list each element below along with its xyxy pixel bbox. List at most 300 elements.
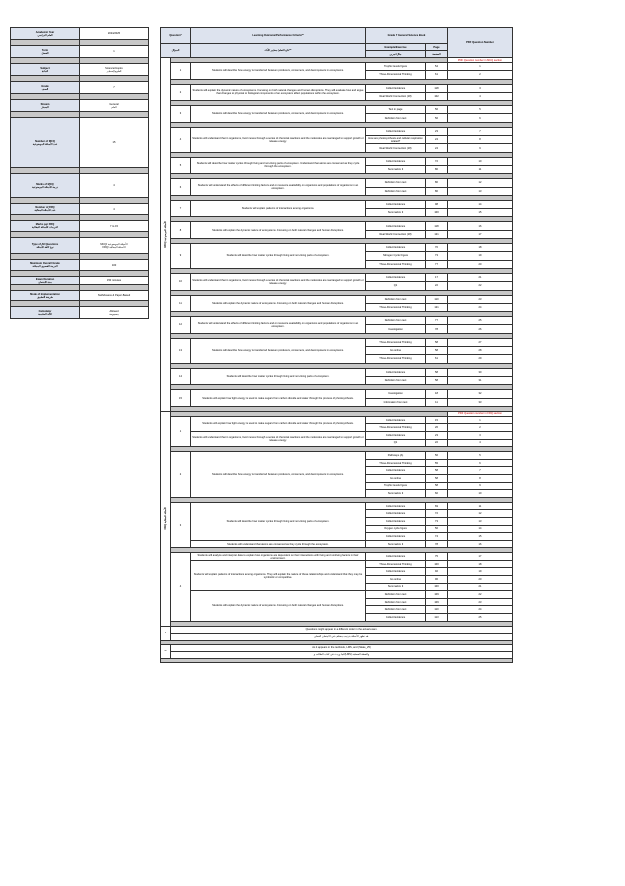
- pdf-question-number: 6: [448, 459, 513, 467]
- info-row: [11, 221, 149, 232]
- pdf-question-number: 24: [448, 303, 513, 311]
- example-exercise: Trophic levels figure: [366, 63, 426, 71]
- info-value: 4: [80, 174, 149, 198]
- example-exercise: Go online: [366, 474, 426, 482]
- pdf-question-number: 3: [448, 431, 513, 439]
- pdf-question-number: 14: [448, 200, 513, 208]
- info-label: Marks per FRQ الدرجات للأسئلة المقالية: [11, 221, 80, 232]
- outcome-header: Learning Outcome/Performance Criteria**: [191, 28, 366, 44]
- pdf-question-number: 13: [448, 517, 513, 525]
- learning-outcome: Students will understand that atoms are conserved as they cycle through the ecosystem.: [191, 540, 366, 548]
- pdf-question-number: 15: [448, 209, 513, 217]
- example-exercise: Summarize It: [366, 165, 426, 173]
- pdf-question-number: 11: [448, 502, 513, 510]
- example-exercise: Real-World Connection (18): [366, 144, 426, 152]
- page-number: 118: [426, 84, 448, 92]
- pdf-question-number: 13: [448, 187, 513, 195]
- info-row: [11, 82, 149, 94]
- example-exercise: Go online: [366, 576, 426, 584]
- pdf-question-number: 12: [448, 510, 513, 518]
- example-exercise: Three-Dimensional Thinking: [366, 71, 426, 79]
- page-number: 78: [426, 325, 448, 333]
- example-exercise: Three-Dimensional Thinking: [366, 424, 426, 432]
- pdf-question-number: 16: [448, 222, 513, 230]
- example-exercise: Real-World Connection (18): [366, 92, 426, 100]
- exam-info-table: [10, 27, 149, 319]
- page-number: 22: [426, 282, 448, 290]
- pdf-question-number: 28: [448, 347, 513, 355]
- info-label: Number of FRQ عدد الأسئلة المقالية: [11, 204, 80, 215]
- pdf-question-number: 25: [448, 317, 513, 325]
- learning-outcome: Students will analyze and interpret data to explain how organisms are dependent on their interactions with living and nonliving factors in their environment.: [191, 553, 366, 561]
- example-exercise: Summarize It: [366, 540, 426, 548]
- pdf-question-number: 19: [448, 252, 513, 260]
- page-number: 26: [426, 424, 448, 432]
- learning-outcome: Students will explain how light energy is used to make sugars from carbon dioxide and water through the process of photosynthesis.: [191, 390, 366, 407]
- example-exercise: Collect Evidence: [366, 273, 426, 281]
- pdf-question-number: 1: [448, 416, 513, 424]
- example-exercise: Investigation: [366, 325, 426, 333]
- info-value: Allowed مسموحة: [80, 307, 149, 319]
- page-number: 58: [426, 376, 448, 384]
- page-number: 102: [426, 92, 448, 100]
- page-number: 56: [426, 106, 448, 114]
- example-exercise: Information from text: [366, 398, 426, 406]
- question-number: 1: [171, 416, 191, 446]
- example-exercise: Definition from text: [366, 114, 426, 122]
- page-number: 80: [426, 165, 448, 173]
- question-number: 6: [171, 179, 191, 196]
- pdf-question-number: 4: [448, 92, 513, 100]
- example-exercise: Collect Evidence: [366, 222, 426, 230]
- page-number: 77: [426, 260, 448, 268]
- page-number: 58: [426, 347, 448, 355]
- question-number: 13: [171, 338, 191, 363]
- page-number: 58: [426, 474, 448, 482]
- mcq-item-row: [161, 222, 513, 230]
- info-label: Academic Year العام الدراسي: [11, 28, 80, 40]
- example-exercise: Definition from text: [366, 598, 426, 606]
- pdf-question-number: 23: [448, 598, 513, 606]
- info-value: 7: [80, 82, 149, 94]
- example-exercise: Collect Evidence: [366, 568, 426, 576]
- mcq-section-text: MCQ الأسئلة الموضوعية: [164, 220, 167, 248]
- note-row: [161, 626, 513, 633]
- info-label: Marks of MCQ درجة الأسئلة الموضوعية: [11, 174, 80, 198]
- info-row: [11, 28, 149, 40]
- example-exercise: Definition from text: [366, 376, 426, 384]
- page-number: 100: [426, 209, 448, 217]
- mcq-item-row: [161, 84, 513, 92]
- page-number: 121: [426, 303, 448, 311]
- question-number: 14: [171, 368, 191, 385]
- pdf-question-number: 8: [448, 136, 513, 144]
- page-number: 113: [426, 614, 448, 622]
- pdf-question-number: 5: [448, 106, 513, 114]
- mcq-section-label: [161, 58, 171, 412]
- frq-item-row: [161, 431, 513, 439]
- pdf-question-number: 25: [448, 614, 513, 622]
- example-exercise: Collect Evidence: [366, 533, 426, 541]
- example-exercise: Collect Evidence: [366, 200, 426, 208]
- learning-outcome: Students will explain how light energy is used to make sugars from carbon dioxide and water through the process of photosynthesis.: [191, 416, 366, 431]
- page-number: 58: [426, 467, 448, 475]
- example-exercise: Collect Evidence: [366, 467, 426, 475]
- pdf-question-number: 17: [448, 230, 513, 238]
- learning-outcome: Students will describe how matter cycles through living and non-living parts of ecosystem.: [191, 244, 366, 269]
- pdf-note: PDF Question number in MCQ section: [448, 58, 513, 63]
- pdf-question-header: PDF Question Number: [448, 28, 513, 58]
- note-row: [161, 633, 513, 640]
- mcq-item-row: [161, 179, 513, 187]
- page-header: Page: [426, 44, 448, 51]
- info-value: 4: [80, 204, 149, 215]
- info-row: [11, 260, 149, 271]
- info-label: Exam Duration مدة الامتحان: [11, 277, 80, 285]
- example-exercise: Collect Evidence: [366, 510, 426, 518]
- page-number: 69: [426, 502, 448, 510]
- page-number: 75: [426, 553, 448, 561]
- page-number: 100: [426, 583, 448, 591]
- info-row: [11, 204, 149, 215]
- learning-outcome: Students will explain the dynamic nature of ecosystems. Focusing on both natural changes and human disruptions. They will evaluate how and argue that changes to physical or biological components of an ecosystem affect populations within the ecosystem.: [191, 84, 366, 101]
- page-number: 98: [426, 200, 448, 208]
- pdf-question-number: 3: [448, 84, 513, 92]
- pdf-question-number: 15: [448, 533, 513, 541]
- pdf-question-number: 5: [448, 452, 513, 460]
- example-exercise: Q1: [366, 282, 426, 290]
- question-number: 2: [171, 452, 191, 498]
- frq-item-row: [161, 540, 513, 548]
- pdf-question-number: 1: [448, 63, 513, 71]
- info-label: Subject المادة: [11, 64, 80, 76]
- pdf-question-number: 29: [448, 355, 513, 363]
- info-row: [11, 118, 149, 168]
- info-label: Mode of Implementation طريقة التطبيق: [11, 291, 80, 301]
- frq-item-row: [161, 591, 513, 599]
- question-number: 3: [171, 106, 191, 123]
- question-number: 9: [171, 244, 191, 269]
- info-label: Term الفصل: [11, 46, 80, 58]
- question-number: 4: [171, 553, 191, 621]
- mcq-item-row: [161, 63, 513, 71]
- example-exercise: Oxygen cycle figure: [366, 525, 426, 533]
- info-value: 7 to 15: [80, 221, 149, 232]
- example-exercise: Go online: [366, 347, 426, 355]
- learning-outcome: Students will describe how matter cycles through living and non-living parts of ecosystem.: [191, 502, 366, 540]
- info-label: Number of MCQ عدد الأسئلة الموضوعية: [11, 118, 80, 168]
- info-row: [11, 291, 149, 301]
- mcq-item-row: [161, 273, 513, 281]
- page-number: 61: [426, 71, 448, 79]
- question-number: 5: [171, 157, 191, 174]
- question-number: 11: [171, 295, 191, 312]
- pdf-question-number: 22: [448, 282, 513, 290]
- page-number: 72: [426, 157, 448, 165]
- learning-outcome: Students will describe how matter cycles through living and non-living parts of ecosystem.: [191, 368, 366, 385]
- learning-outcome: Students will describe how energy is transferred between producers, consumers, and decomposers in ecosystems.: [191, 63, 366, 80]
- frq-item-row: [161, 502, 513, 510]
- example-exercise: Collect Evidence: [366, 431, 426, 439]
- info-row: [11, 174, 149, 198]
- pdf-question-number: 24: [448, 606, 513, 614]
- example-exercise: Collect Evidence: [366, 84, 426, 92]
- example-exercise: Collect Evidence: [366, 502, 426, 510]
- learning-outcome: Students will explain the dynamic nature of ecosystems. Focusing on both natural changes and human disruptions.: [191, 591, 366, 621]
- info-row: [11, 46, 149, 58]
- pdf-question-number: 20: [448, 260, 513, 268]
- example-exercise: Pathways (A): [366, 452, 426, 460]
- info-label: Maximum Overall Grade الدرجة القصوى الممكنة: [11, 260, 80, 271]
- learning-outcome: Students will understand that in organisms, food moves through a series of chemical reactions and the molecules are rearranged to support growth or release energy.: [191, 127, 366, 152]
- learning-outcome: Students will describe how energy is transferred between producers, consumers, and decomposers in ecosystems.: [191, 338, 366, 363]
- example-exercise: Collect Evidence: [366, 127, 426, 135]
- info-value: 100: [80, 260, 149, 271]
- example-exercise: Definition from text: [366, 187, 426, 195]
- info-label: Stream المسار: [11, 100, 80, 112]
- pdf-question-number: 11: [448, 165, 513, 173]
- spacer-cell: [161, 658, 513, 662]
- pdf-question-number: 4: [448, 439, 513, 447]
- question-number: 4: [171, 127, 191, 152]
- pdf-question-number: 33: [448, 398, 513, 406]
- pdf-question-number: 9: [448, 482, 513, 490]
- pdf-question-number: 20: [448, 576, 513, 584]
- info-value: 15: [80, 118, 149, 168]
- pdf-question-number: 30: [448, 368, 513, 376]
- question-number: 10: [171, 273, 191, 290]
- mcq-item-row: [161, 106, 513, 114]
- page-number: 58: [426, 482, 448, 490]
- learning-outcome: Students will understand that in organisms, food moves through a series of chemical reactions and the molecules are rearranged to support growth or release energy.: [191, 431, 366, 446]
- example-exercise: Q1: [366, 439, 426, 447]
- page-number: 110: [426, 295, 448, 303]
- page-number: 96: [426, 576, 448, 584]
- question-number: 7: [171, 200, 191, 217]
- pdf-question-number: 19: [448, 568, 513, 576]
- pdf-question-number: 7: [448, 127, 513, 135]
- info-value: SwiftAssess & Paper-Based: [80, 291, 149, 301]
- learning-outcome: Students will describe how energy is transferred between producers, consumers, and decomposers in ecosystems.: [191, 106, 366, 123]
- example-exercise: Definition from text: [366, 591, 426, 599]
- info-value: Science/Inspire العلوم/إنسباير: [80, 64, 149, 76]
- frq-item-row: [161, 560, 513, 568]
- example-exercise: Definition from text: [366, 295, 426, 303]
- example-exercise: Three-Dimensional Thinking: [366, 260, 426, 268]
- mcq-item-row: [161, 244, 513, 252]
- pdf-question-number: 7: [448, 467, 513, 475]
- page-number: 54: [426, 63, 448, 71]
- page-number: 55: [426, 459, 448, 467]
- question-number: 12: [171, 317, 191, 334]
- page-number: 24: [426, 136, 448, 144]
- mcq-item-row: [161, 295, 513, 303]
- mcq-item-row: [161, 157, 513, 165]
- pdf-question-number: 26: [448, 325, 513, 333]
- example-exercise: Three-Dimensional Thinking: [366, 355, 426, 363]
- page-number: 72: [426, 510, 448, 518]
- page-number: 56: [426, 452, 448, 460]
- info-label: Grade الصف: [11, 82, 80, 94]
- info-value: 150 minutes: [80, 277, 149, 285]
- question-header-ar: السؤال: [161, 44, 191, 58]
- question-number: 2: [171, 84, 191, 101]
- info-row: [11, 64, 149, 76]
- page-number: 23: [426, 127, 448, 135]
- pdf-question-number: 32: [448, 390, 513, 398]
- pdf-question-number: 16: [448, 540, 513, 548]
- note-row: [161, 644, 513, 651]
- pdf-question-number: 27: [448, 338, 513, 346]
- info-value: 1: [80, 46, 149, 58]
- example-exercise: Three-Dimensional Thinking: [366, 459, 426, 467]
- note-mark: **: [161, 644, 171, 658]
- example-exercise: Collect Evidence: [366, 517, 426, 525]
- pdf-question-number: 21: [448, 583, 513, 591]
- pdf-question-number: 14: [448, 525, 513, 533]
- learning-outcome: Students will understand the effects of different limiting factors and on resource availability on organisms and populations of organisms in an ecosystem.: [191, 317, 366, 334]
- question-number: 3: [171, 502, 191, 548]
- question-number: 15: [171, 390, 191, 407]
- pdf-question-number: 21: [448, 273, 513, 281]
- page-number: 58: [426, 368, 448, 376]
- page-number: 74: [426, 533, 448, 541]
- page-number: 80: [426, 187, 448, 195]
- page-number: 24: [426, 144, 448, 152]
- frq-section-text: FRQ الأسئلة المقالية: [164, 507, 167, 530]
- pdf-question-number: 22: [448, 591, 513, 599]
- pdf-question-number: 23: [448, 295, 513, 303]
- note-mark: *: [161, 626, 171, 640]
- page-number: 78: [426, 540, 448, 548]
- note-text: As it appears in the textbook, LMS, and (Skaie_25): [171, 644, 513, 651]
- pdf-question-number: 9: [448, 144, 513, 152]
- example-exercise: Collect Evidence: [366, 416, 426, 424]
- book-header: Grade 7 General Science Book: [366, 28, 448, 44]
- page-number: 73: [426, 252, 448, 260]
- example-exercise: Collect Evidence: [366, 157, 426, 165]
- question-number: 8: [171, 222, 191, 239]
- pdf-question-number: 31: [448, 376, 513, 384]
- page-number: 56: [426, 114, 448, 122]
- page-number: 17: [426, 273, 448, 281]
- page-number: 118: [426, 222, 448, 230]
- info-label: Calculator الآلة الحاسبة: [11, 307, 80, 319]
- pdf-question-number: 2: [448, 424, 513, 432]
- page-number: 109: [426, 598, 448, 606]
- example-exercise: Trophic levels figure: [366, 482, 426, 490]
- frq-item-row: [161, 452, 513, 460]
- pdf-question-number: 18: [448, 560, 513, 568]
- example-exercise: How are photosynthesis and cellular respiration related?: [366, 136, 426, 144]
- page-number: 23: [426, 431, 448, 439]
- page-number: 110: [426, 606, 448, 614]
- mcq-item-row: [161, 200, 513, 208]
- page-number: 70: [426, 244, 448, 252]
- outcome-header-ar: نتاج التعلم/ معايير الأداء**: [191, 44, 366, 58]
- page-number: 18: [426, 390, 448, 398]
- mcq-item-row: [161, 317, 513, 325]
- mcq-item-row: [161, 338, 513, 346]
- note-text-ar: قد تظهر الأسئلة بترتيب مختلف في الامتحان الفعلي.: [171, 633, 513, 640]
- mcq-item-row: [161, 368, 513, 376]
- info-label: Type of All Questions نوع كافة الأسئلة: [11, 238, 80, 254]
- info-value: MCQ/ الأسئلة الموضوعية FRQ/ الأسئلة المقالية: [80, 238, 149, 254]
- note-row: [161, 651, 513, 658]
- example-exercise: Text in page: [366, 106, 426, 114]
- pdf-question-number: 6: [448, 114, 513, 122]
- learning-outcome: Students will explain the dynamic nature of ecosystems. Focusing on both natural changes and human disruptions.: [191, 295, 366, 312]
- info-row: [11, 100, 149, 112]
- example-exercise: Nitrogen Cycle Figure: [366, 252, 426, 260]
- example-exercise: Three-Dimensional Thinking: [366, 303, 426, 311]
- exam-structure-table: [160, 27, 513, 663]
- learning-outcome: Students will understand that in organisms, food moves through a series of chemical reactions and the molecules are rearranged to support growth or release energy.: [191, 273, 366, 290]
- example-header-ar: مثال/تمرين: [366, 51, 426, 58]
- page-number: 11: [426, 398, 448, 406]
- example-exercise: Three-Dimensional Thinking: [366, 560, 426, 568]
- example-exercise: Three-Dimensional Thinking: [366, 338, 426, 346]
- info-row: [11, 307, 149, 319]
- page-number: 22: [426, 439, 448, 447]
- pdf-question-number: 18: [448, 244, 513, 252]
- learning-outcome: Students will explain the dynamic nature of ecosystems. Focusing on both natural changes and human disruptions.: [191, 222, 366, 239]
- example-exercise: Collect Evidence: [366, 553, 426, 561]
- example-exercise: Collect Evidence: [366, 244, 426, 252]
- pdf-question-number: 12: [448, 179, 513, 187]
- example-exercise: Collect Evidence: [366, 614, 426, 622]
- spacer-row: [161, 658, 513, 662]
- page-number: 121: [426, 230, 448, 238]
- pdf-question-number: 10: [448, 490, 513, 498]
- example-exercise: Collect Evidence: [366, 368, 426, 376]
- example-exercise: Investigation: [366, 390, 426, 398]
- note-text-ar: كما وردت في كتاب الطالب و(LMS) والخطة الفصلية: [171, 651, 513, 658]
- question-header: Question*: [161, 28, 191, 44]
- mcq-item-row: [161, 127, 513, 135]
- page-number: 80: [426, 179, 448, 187]
- page-number: 61: [426, 355, 448, 363]
- pdf-question-number: 8: [448, 474, 513, 482]
- page-number: 100: [426, 560, 448, 568]
- page-number: 77: [426, 317, 448, 325]
- pdf-question-number: 2: [448, 71, 513, 79]
- learning-outcome: Students will explain patterns of interactions among organisms. They will explain the nature of these relationships and understand that they may be symbiotic or competitive.: [191, 560, 366, 590]
- example-exercise: Definition from text: [366, 317, 426, 325]
- page-number: 109: [426, 591, 448, 599]
- pdf-question-number: 17: [448, 553, 513, 561]
- example-exercise: Definition from text: [366, 606, 426, 614]
- page-header-ar: الصفحة: [426, 51, 448, 58]
- pdf-note: PDF Question number in FRQ section: [448, 411, 513, 416]
- mcq-item-row: [161, 390, 513, 398]
- example-exercise: Definition from text: [366, 179, 426, 187]
- page-number: 73: [426, 517, 448, 525]
- learning-outcome: Students will understand the effects of different limiting factors and on resource availability on organisms and populations of organisms in an ecosystem.: [191, 179, 366, 196]
- example-exercise: Real-World Connection (18): [366, 230, 426, 238]
- example-exercise: Summarize It: [366, 209, 426, 217]
- frq-section-label: [161, 411, 171, 626]
- info-row: [11, 277, 149, 285]
- example-exercise: Summarize It: [366, 583, 426, 591]
- page-number: 56: [426, 525, 448, 533]
- info-row: [11, 238, 149, 254]
- frq-item-row: [161, 416, 513, 424]
- question-number: 1: [171, 63, 191, 80]
- page-number: 58: [426, 338, 448, 346]
- pdf-question-number: 10: [448, 157, 513, 165]
- learning-outcome: Students will explain patterns of interactions among organisms.: [191, 200, 366, 217]
